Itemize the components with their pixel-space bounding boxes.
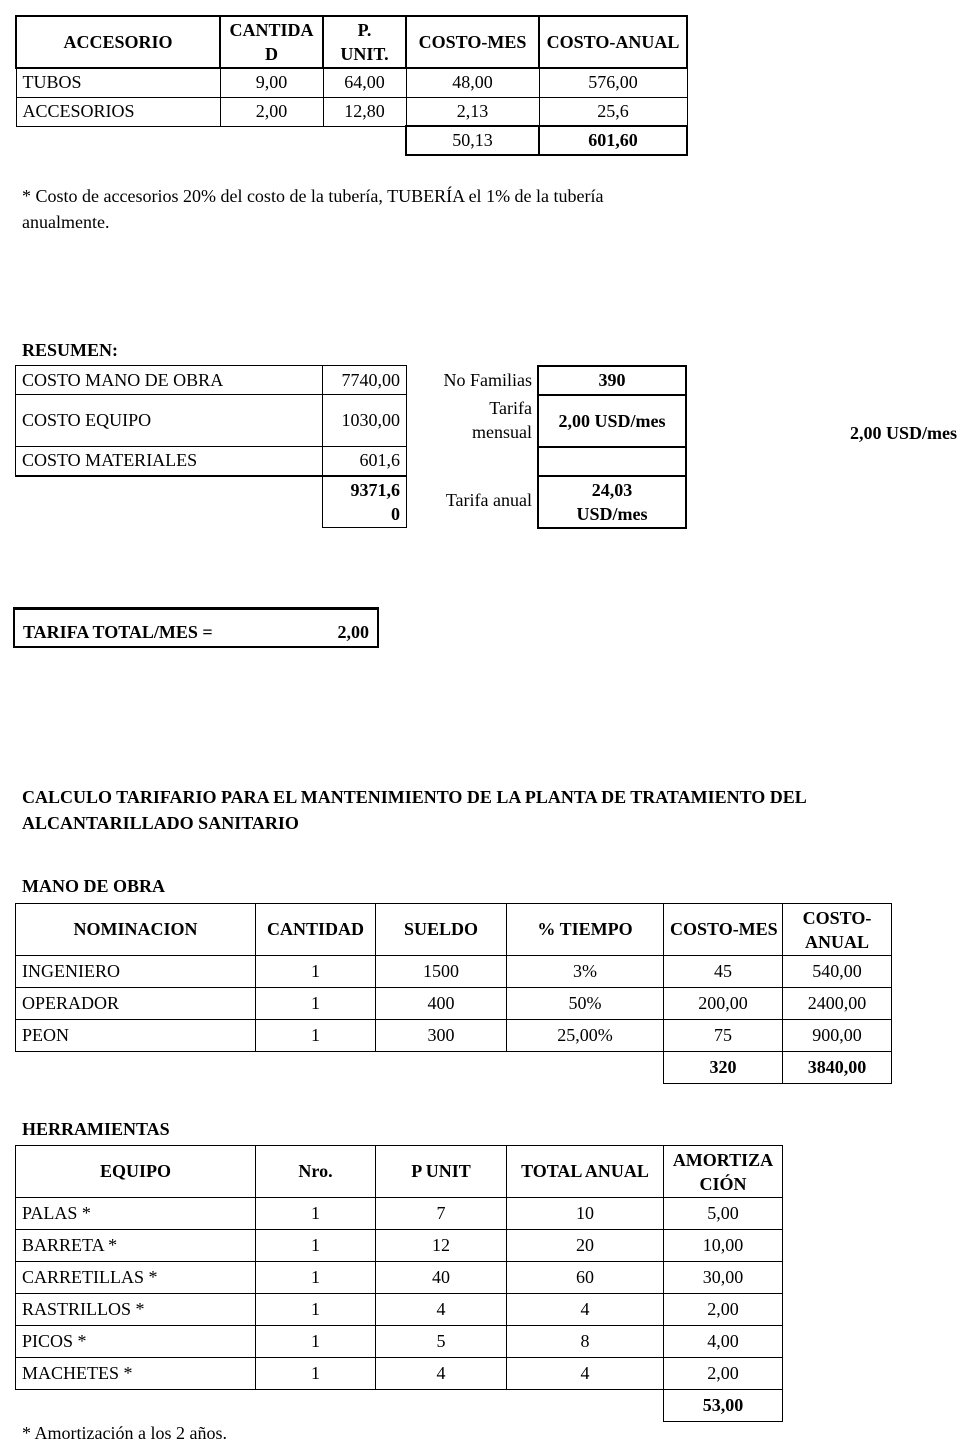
table-row — [16, 68, 687, 97]
cell: 12,80 — [323, 97, 406, 126]
tarifa-total-label: TARIFA TOTAL/MES = — [23, 622, 213, 642]
cell: 20 — [507, 1230, 664, 1262]
header-nominacion: NOMINACION — [16, 904, 256, 956]
tarifa-mensual-line2: mensual — [472, 422, 532, 442]
totals-row — [16, 126, 687, 155]
tarifa-mensual-line1: Tarifa — [489, 398, 532, 418]
cell: 2,00 — [664, 1358, 783, 1390]
cell: 1 — [256, 1262, 376, 1294]
table-row — [16, 97, 687, 126]
cell: 2400,00 — [783, 988, 892, 1020]
cell: 25,6 — [539, 97, 687, 126]
cell: 1 — [256, 1198, 376, 1230]
header-amortizacion-line2: CIÓN — [699, 1173, 747, 1194]
table-row — [16, 1230, 783, 1262]
resumen-label: COSTO EQUIPO — [16, 395, 323, 447]
tarifa-anual-line2: USD/mes — [576, 504, 648, 524]
table-row — [16, 447, 407, 476]
note-amortizacion: * Amortización a los 2 años. — [22, 1423, 227, 1443]
total-costo-anual: 601,60 — [539, 126, 687, 155]
header-costo-anual-line1: COSTO- — [802, 907, 872, 928]
resumen-title: RESUMEN: — [22, 340, 119, 360]
totals-row — [16, 1052, 892, 1084]
cell: 50% — [507, 988, 664, 1020]
header-amortizacion-line1: AMORTIZA — [672, 1149, 774, 1170]
header-accesorio: ACCESORIO — [16, 16, 220, 68]
header-nro: Nro. — [256, 1146, 376, 1198]
cell: 2,00 — [664, 1294, 783, 1326]
table-row — [16, 1358, 783, 1390]
cell: 900,00 — [783, 1020, 892, 1052]
resumen-label: COSTO MANO DE OBRA — [16, 366, 323, 395]
header-costo-anual-line2: ANUAL — [804, 931, 869, 952]
cell: 60 — [507, 1262, 664, 1294]
table-row — [16, 1198, 783, 1230]
cell: 64,00 — [323, 68, 406, 97]
header-amortizacion — [664, 1146, 783, 1198]
resumen-value: 601,6 — [323, 447, 407, 476]
cell: 2,13 — [406, 97, 539, 126]
header-cantidad-line2: D — [265, 44, 278, 64]
tarifa-anual-label: Tarifa anual — [445, 490, 532, 510]
cell: 1 — [256, 956, 376, 988]
header-punit — [323, 16, 406, 68]
cell: RASTRILLOS * — [16, 1294, 256, 1326]
cell: 4,00 — [664, 1326, 783, 1358]
cell: 48,00 — [406, 68, 539, 97]
cell: PALAS * — [16, 1198, 256, 1230]
header-cantidad — [220, 16, 323, 68]
tarifa-total-box — [13, 607, 379, 648]
cell: 75 — [664, 1020, 783, 1052]
cell: 200,00 — [664, 988, 783, 1020]
cell: 1 — [256, 1294, 376, 1326]
tarifa-mensual-value: 2,00 USD/mes — [538, 395, 686, 447]
header-costo-anual: COSTO-ANUAL — [539, 16, 687, 68]
cell: MACHETES * — [16, 1358, 256, 1390]
cell: BARRETA * — [16, 1230, 256, 1262]
header-cantidad-line1: CANTIDA — [229, 20, 314, 40]
cell: 1 — [256, 988, 376, 1020]
resumen-total — [323, 476, 407, 528]
cell: OPERADOR — [16, 988, 256, 1020]
cell: PEON — [16, 1020, 256, 1052]
cell: PICOS * — [16, 1326, 256, 1358]
total-costo-mes: 320 — [664, 1052, 783, 1084]
resumen-table — [15, 365, 407, 528]
cell: 1 — [256, 1326, 376, 1358]
calculo-title: CALCULO TARIFARIO PARA EL MANTENIMIENTO DE LA PLANTA DE TRATAMIENTO DEL ALCANTARILLADO SANITARIO — [22, 787, 806, 833]
resumen-total-line1: 9371,6 — [350, 479, 400, 500]
header-total-anual: TOTAL ANUAL — [507, 1146, 664, 1198]
tarifa-total-value: 2,00 — [337, 622, 369, 642]
header-punit: P UNIT — [376, 1146, 507, 1198]
mano-obra-title: MANO DE OBRA — [22, 876, 165, 896]
tarifa-mensual-label — [410, 396, 532, 444]
cell: 4 — [507, 1294, 664, 1326]
cell: 9,00 — [220, 68, 323, 97]
cell: 40 — [376, 1262, 507, 1294]
cell: CARRETILLAS * — [16, 1262, 256, 1294]
total-costo-anual: 3840,00 — [783, 1052, 892, 1084]
cell: INGENIERO — [16, 956, 256, 988]
header-cantidad: CANTIDAD — [256, 904, 376, 956]
cell: 576,00 — [539, 68, 687, 97]
cell: 10 — [507, 1198, 664, 1230]
table-row — [16, 1326, 783, 1358]
cell: 300 — [376, 1020, 507, 1052]
resumen-total-line2: 0 — [391, 503, 400, 524]
cell: 25,00% — [507, 1020, 664, 1052]
cell: 8 — [507, 1326, 664, 1358]
tarifa-side-value: 2,00 USD/mes — [850, 423, 957, 443]
header-costo-mes: COSTO-MES — [664, 904, 783, 956]
cell: 2,00 — [220, 97, 323, 126]
total-costo-mes: 50,13 — [406, 126, 539, 155]
resumen-value: 1030,00 — [323, 395, 407, 447]
table-row — [16, 988, 892, 1020]
table-row — [16, 956, 892, 988]
header-punit-line2: UNIT. — [340, 44, 389, 64]
header-tiempo: % TIEMPO — [507, 904, 664, 956]
cell: 7 — [376, 1198, 507, 1230]
resumen-label: COSTO MATERIALES — [16, 447, 323, 476]
cell: 4 — [376, 1358, 507, 1390]
herramientas-table — [15, 1145, 783, 1422]
cell: 4 — [507, 1358, 664, 1390]
cell: 1 — [256, 1020, 376, 1052]
header-punit-line1: P. — [357, 20, 372, 40]
header-costo-anual — [783, 904, 892, 956]
table-row — [16, 366, 407, 395]
resumen-value: 7740,00 — [323, 366, 407, 395]
header-costo-mes: COSTO-MES — [406, 16, 539, 68]
herramientas-title: HERRAMIENTAS — [22, 1119, 170, 1139]
note-accesorios: * Costo de accesorios 20% del costo de la tubería, TUBERÍA el 1% de la tubería anualmente. — [22, 186, 604, 232]
total-amortizacion: 53,00 — [664, 1390, 783, 1422]
cell: 30,00 — [664, 1262, 783, 1294]
tarifa-anual-line1: 24,03 — [591, 480, 633, 500]
cell: 10,00 — [664, 1230, 783, 1262]
cell: 5 — [376, 1326, 507, 1358]
cell: 1 — [256, 1358, 376, 1390]
cell: 4 — [376, 1294, 507, 1326]
cell: 1 — [256, 1230, 376, 1262]
table-row — [16, 1020, 892, 1052]
cell: ACCESORIOS — [16, 97, 220, 126]
header-sueldo: SUELDO — [376, 904, 507, 956]
mano-obra-table — [15, 903, 892, 1084]
header-equipo: EQUIPO — [16, 1146, 256, 1198]
tarifa-table — [537, 365, 687, 529]
table-row — [16, 395, 407, 447]
totals-row — [16, 1390, 783, 1422]
cell: TUBOS — [16, 68, 220, 97]
cell: 540,00 — [783, 956, 892, 988]
tarifa-anual-value — [538, 476, 686, 528]
no-familias-label: No Familias — [443, 370, 532, 390]
accesorios-table — [15, 15, 688, 156]
cell: 1500 — [376, 956, 507, 988]
cell: 12 — [376, 1230, 507, 1262]
cell: 400 — [376, 988, 507, 1020]
cell: 45 — [664, 956, 783, 988]
table-row — [16, 1262, 783, 1294]
no-familias-value: 390 — [538, 366, 686, 395]
cell: 3% — [507, 956, 664, 988]
table-row — [16, 1294, 783, 1326]
totals-row — [16, 476, 407, 528]
cell: 5,00 — [664, 1198, 783, 1230]
